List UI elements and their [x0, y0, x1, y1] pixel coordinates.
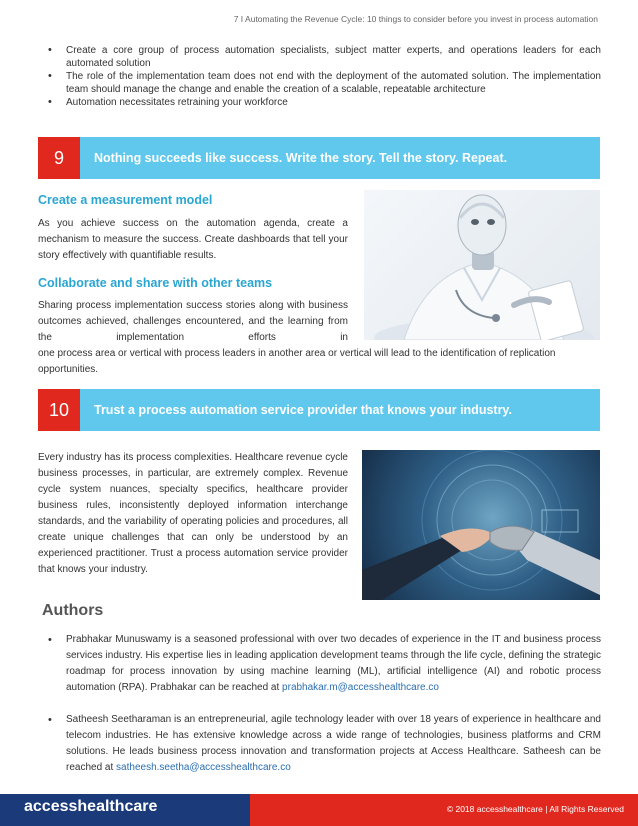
- paragraph-trust: Every industry has its process complexities. Healthcare revenue cycle business processes, in particular, are extremely complex. Revenue cycle system nuances, specialty specifics, healthcare provider business rules, inconsistently deployed information interchange standards, and the variability of operating policies and procedures, all create unique challenges that can only be understood by an experienced practitioner. Trust a process automation service provider that knows your industry.: [38, 452, 348, 575]
- author-list: [36, 712, 601, 776]
- list-item: • Automation necessitates retraining your workforce: [36, 96, 601, 109]
- list-item: • The role of the implementation team does not end with the deployment of the automated solution. The implementation team should manage the change and enable the creation of a scalable, repeatable architecture: [36, 70, 601, 96]
- author-email-link[interactable]: satheesh.seetha@accesshealthcare.co: [116, 762, 291, 773]
- section-9-banner: [38, 137, 600, 179]
- copyright-text: © 2018 accesshealthcare | All Rights Reserved: [446, 804, 624, 814]
- author-item: [36, 712, 601, 776]
- section-10-banner: [38, 389, 600, 431]
- author-list: [36, 632, 601, 696]
- author-name: Prabhakar Munuswamy: [66, 634, 172, 645]
- author-bio: is a seasoned professional with over two decades of experience in the IT and business process services industry. His expertise lies in leading application development teams through the life cycle, defining the strategic roadmap for process innovation by using machine learning (ML), artificial intelligence (AI) and robotic process automation (RPA). Prabhakar can be reached at: [66, 634, 602, 693]
- footer: [0, 794, 638, 826]
- paragraph-collaborate-b: one process area or vertical with process leaders in another area or vertical will lead to the identification of replication opportunities.: [38, 348, 556, 375]
- top-bullet-list: [36, 44, 601, 109]
- paragraph-measurement: As you achieve success on the automation agenda, create a mechanism to measure the success. Create dashboards that tell your story effectively with quantifiable results.: [38, 218, 348, 261]
- section-10-title: Trust a process automation service provider that knows your industry.: [94, 403, 512, 417]
- author-name: Satheesh Seetharaman: [66, 714, 172, 725]
- list-item: • Create a core group of process automation specialists, subject matter experts, and operations leaders for each automated solution: [36, 44, 601, 70]
- page-header: 7 I Automating the Revenue Cycle: 10 things to consider before you invest in process automation: [233, 14, 598, 24]
- subheading-measurement: Create a measurement model: [38, 193, 213, 207]
- brand-logo: accesshealthcare: [24, 798, 158, 815]
- section-10-number: 10: [38, 389, 80, 431]
- handshake-image: [362, 450, 600, 600]
- section-9-number: 9: [38, 137, 80, 179]
- subheading-collaborate: Collaborate and share with other teams: [38, 276, 273, 290]
- paragraph-collaborate-a: Sharing process implementation success stories along with business outcomes achieved, challenges encountered, and the learning from the implementation efforts in: [38, 300, 348, 343]
- section-9-title: Nothing succeeds like success. Write the story. Tell the story. Repeat.: [94, 151, 508, 165]
- author-bio: is an entrepreneurial, agile technology leader with over 18 years of experience in healthcare and telecom industries. He has extensive knowledge across a wide range of technologies, business platforms and CRM solutions. He leads business process innovation and transformation projects at Access Healthcare. Satheesh can be reached at: [66, 714, 601, 773]
- author-item: [36, 632, 601, 696]
- authors-heading: Authors: [42, 602, 104, 619]
- robot-doctor-image: [364, 190, 600, 340]
- author-email-link[interactable]: prabhakar.m@accesshealthcare.co: [282, 682, 439, 693]
